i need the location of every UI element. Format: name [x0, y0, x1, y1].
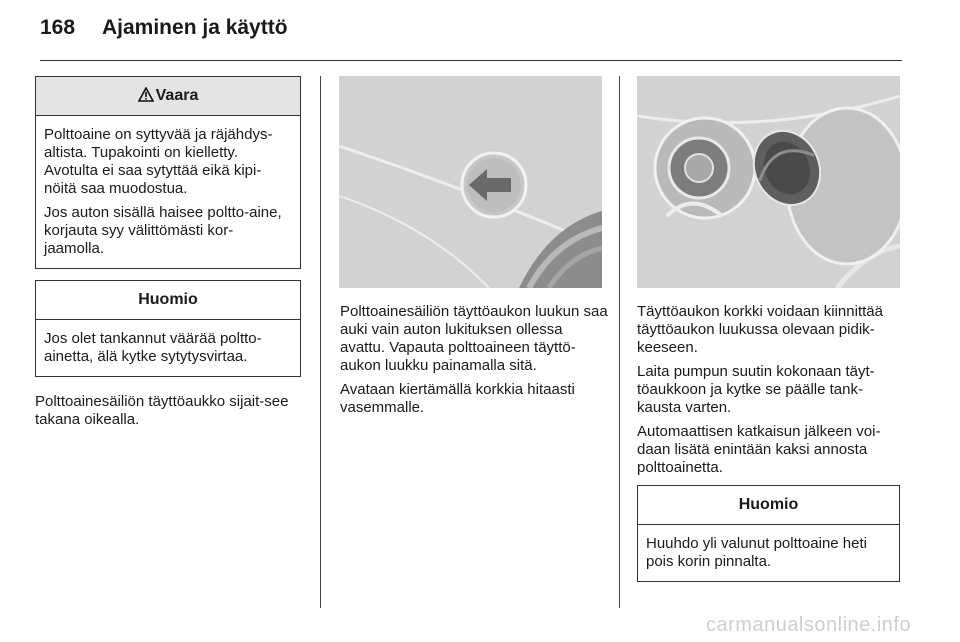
column-3: [637, 303, 905, 582]
fuel-door-open-text: Polttoainesäiliön täyttöaukon luukun saa auki vain auton lukituksen ollessa avattu. Vapauta polttoaineen täyttö-aukon luukku painamalla sitä.: [340, 303, 608, 374]
watermark: carmanualsonline.info: [706, 614, 912, 636]
column-2: [340, 303, 608, 423]
notice-box-2-title: Huomio: [638, 486, 899, 525]
notice-box-2-body: [638, 525, 899, 581]
fuel-cap-open-drawing: [637, 76, 900, 288]
fuel-door-closed-illustration: [339, 76, 602, 288]
cap-holder-text: Täyttöaukon korkki voidaan kiinnittää täyttöaukon luukussa olevaan pidik-keeseen.: [637, 303, 883, 356]
nozzle-text: Laita pumpun suutin kokonaan täyt-töaukkoon ja kytke se päälle tank-kausta varten.: [637, 363, 875, 416]
notice-box-body: [36, 320, 300, 376]
danger-box-title: [36, 77, 300, 116]
fuel-filler-location-text: Polttoainesäiliön täyttöaukko sijait-see takana oikealla.: [35, 393, 289, 428]
fuel-door-closed-drawing: [339, 76, 602, 288]
danger-box-title-text: Vaara: [155, 87, 199, 104]
notice-box-title: Huomio: [36, 281, 300, 320]
danger-paragraph: Jos auton sisällä haisee poltto-aine, korjauta syy välittömästi kor-jaamolla.: [44, 204, 282, 257]
notice-box: [35, 280, 301, 377]
chapter-title: Ajaminen ja käyttö: [102, 16, 288, 39]
warning-triangle-icon: [138, 79, 154, 117]
page-number: 168: [40, 16, 76, 39]
cap-open-text: Avataan kiertämällä korkkia hitaasti vasemmalle.: [340, 381, 575, 416]
header-rule: [40, 60, 902, 61]
notice-text: Jos olet tankannut väärää poltto-ainetta, älä kytke sytytysvirtaa.: [44, 330, 262, 365]
danger-box: [35, 76, 301, 269]
column-divider-2: [619, 76, 620, 608]
column-divider-1: [320, 76, 321, 608]
notice-2-text: Huuhdo yli valunut polttoaine heti pois korin pinnalta.: [646, 535, 867, 570]
fuel-cap-open-illustration: [637, 76, 900, 288]
page-header: [40, 16, 288, 40]
danger-paragraph: Polttoaine on syttyvää ja räjähdys-altista. Tupakointi on kielletty. Avotulta ei saa sytyttää eikä kipi-nöitä saa muodostua.: [44, 126, 273, 197]
danger-box-body: [36, 116, 300, 268]
notice-box-2: [637, 485, 900, 582]
auto-shutoff-text: Automaattisen katkaisun jälkeen voi-daan lisätä enintään kaksi annosta polttoainetta.: [637, 423, 881, 476]
column-1: [35, 76, 301, 435]
